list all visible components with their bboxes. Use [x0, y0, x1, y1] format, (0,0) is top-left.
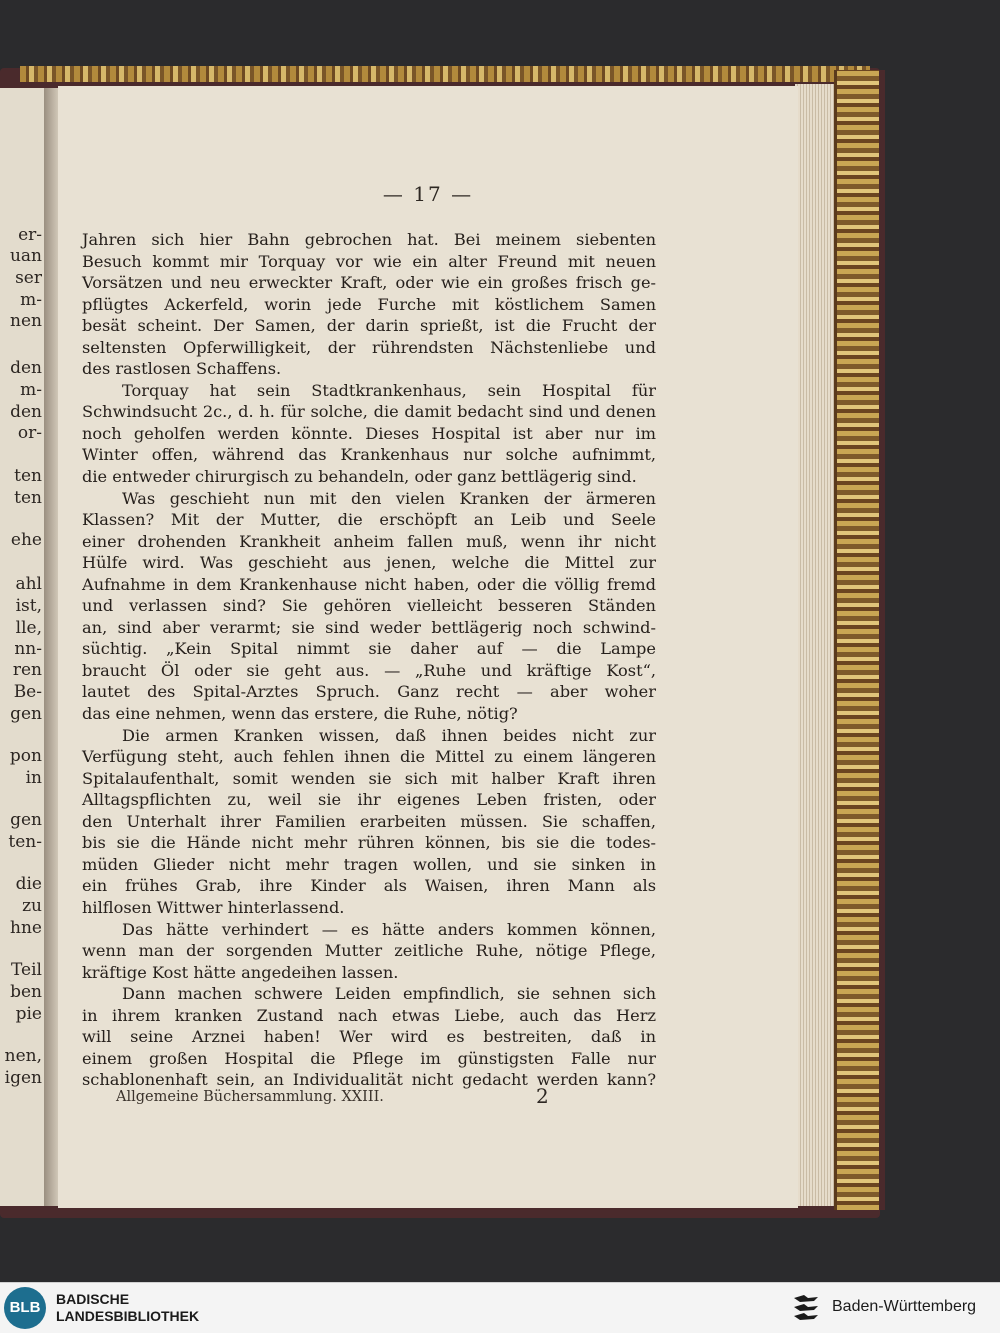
left-page-fragment: zu	[22, 896, 42, 916]
left-page	[0, 88, 50, 1206]
text-line: pflügtes Ackerfeld, worin jede Furche mit köstlichem Samen	[82, 294, 656, 314]
text-line: einem großen Hospital die Pflege im günstigsten Falle nur	[82, 1048, 656, 1068]
left-page-fragment: lle,	[15, 618, 42, 638]
text-line: Das hätte verhindert — es hätte anders kommen können,	[122, 919, 656, 939]
text-line: das eine nehmen, wenn das erstere, die Ruhe, nötig?	[82, 704, 518, 724]
text-line: wenn man der sorgenden Mutter zeitliche Ruhe, nötige Pflege,	[82, 941, 656, 961]
text-line: Besuch kommt mir Torquay vor wie ein alter Freund mit neuen	[82, 251, 656, 271]
text-line: an, sind aber verarmt; sie sind weder bettlägerig noch schwind-	[82, 617, 656, 637]
text-line: Verfügung steht, auch fehlen ihnen die Mittel zu einem längeren	[82, 747, 656, 767]
left-page-fragment: pie	[15, 1004, 42, 1024]
left-page-fragment: den	[10, 402, 42, 422]
right-page	[58, 86, 798, 1208]
library-name-line2: LANDESBIBLIOTHEK	[56, 1308, 200, 1324]
left-page-fragment: in	[25, 768, 42, 788]
left-page-fragment: die	[15, 874, 42, 894]
page-footer: Allgemeine Büchersammlung. XXIII.	[116, 1089, 384, 1105]
left-page-fragment: m-	[20, 290, 42, 310]
left-page-fragment: ser	[15, 268, 42, 288]
blb-logo-icon[interactable]: BLB	[4, 1287, 46, 1329]
left-page-fragment: ehe	[10, 530, 42, 550]
left-page-fragment: den	[10, 358, 42, 378]
text-line: und verlassen sind? Sie gehören vielleicht besseren Ständen	[82, 596, 656, 616]
text-line: Vorsätzen und neu erweckter Kraft, oder wie ein großes frisch ge-	[82, 273, 656, 293]
text-line: besät scheint. Der Samen, der darin sprießt, ist die Frucht der	[82, 316, 656, 336]
left-page-fragment: ten-	[8, 832, 42, 852]
text-line: Was geschieht nun mit den vielen Kranken der ärmeren	[122, 488, 656, 508]
left-page-fragment: ten	[14, 488, 42, 508]
page-number: — 17 —	[382, 182, 474, 206]
text-line: Aufnahme in dem Krankenhause nicht haben, oder die völlig fremd	[82, 574, 656, 594]
text-line: kräftige Kost hätte angedeihen lassen.	[82, 962, 399, 982]
left-page-fragment: ben	[10, 982, 42, 1002]
library-name-line1: BADISCHE	[56, 1291, 130, 1307]
text-line: Alltagspflichten zu, weil sie ihr eigenes Leben fristen, oder	[82, 790, 656, 810]
left-page-fragment: ten	[14, 466, 42, 486]
text-line: Torquay hat sein Stadtkrankenhaus, sein Hospital für	[122, 380, 656, 400]
signature-mark: 2	[536, 1084, 549, 1108]
text-line: ein frühes Grab, ihre Kinder als Waisen, ihren Mann als	[82, 876, 656, 896]
left-page-fragment: Be-	[13, 682, 42, 702]
text-line: den Unterhalt ihrer Familien erarbeiten müssen. Sie schaffen,	[82, 811, 656, 831]
text-line: lautet des Spital-Arztes Spruch. Ganz recht — aber woher	[82, 682, 656, 702]
text-line: noch geholfen werden könnte. Dieses Hospital ist aber nur im	[82, 423, 656, 443]
left-page-fragment: gen	[10, 704, 42, 724]
page-text	[82, 229, 656, 1091]
text-line: will seine Arznei haben! Wer wird es bestreiten, daß in	[82, 1027, 656, 1047]
text-line: die entweder chirurgisch zu behandeln, oder ganz bettlägerig sind.	[82, 467, 637, 487]
state-name[interactable]: Baden-Württemberg	[832, 1298, 977, 1315]
text-line: Schwindsucht 2c., d. h. für solche, die damit bedacht sind und denen	[82, 402, 656, 422]
left-page-fragment: ren	[12, 660, 42, 680]
left-page-fragment: m-	[20, 380, 42, 400]
left-page-fragment: hne	[10, 918, 42, 938]
text-line: hilflosen Wittwer hinterlassend.	[82, 897, 345, 917]
text-line: Hülfe wird. Was geschieht aus jenen, welche die Mittel zur	[82, 553, 656, 573]
left-page-fragment: or-	[17, 423, 42, 443]
library-name[interactable]	[56, 1291, 199, 1325]
left-page-fragment: ist,	[15, 596, 42, 616]
text-line: schablonenhaft sein, an Individualität nicht gedacht werden kann?	[82, 1070, 656, 1090]
left-page-fragment: Teil	[11, 960, 42, 980]
left-page-fragment: gen	[10, 810, 42, 830]
left-page-fragment: igen	[4, 1068, 42, 1088]
text-line: einer drohenden Krankheit anheim fallen muß, wenn ihr nicht	[82, 531, 656, 551]
text-line: Die armen Kranken wissen, daß ihnen beides nicht zur	[122, 725, 656, 745]
page-edges	[795, 84, 835, 1206]
left-page-fragment: pon	[9, 746, 42, 766]
gilt-right-edge	[834, 70, 885, 1210]
left-page-fragment: nen,	[4, 1046, 42, 1066]
left-page-fragment: ahl	[15, 574, 42, 594]
left-page-fragment: nen	[10, 311, 42, 331]
text-line: Klassen? Mit der Mutter, die erschöpft an Leib und Seele	[82, 510, 656, 530]
left-page-fragment: uan	[9, 246, 42, 266]
left-page-fragment: er-	[18, 225, 42, 245]
text-line: bis sie die Hände nicht mehr rühren können, bis sie die todes-	[82, 833, 656, 853]
left-page-fragment: nn-	[14, 639, 42, 659]
text-line: Dann machen schwere Leiden empfindlich, sie sehnen sich	[122, 984, 656, 1004]
library-banner	[0, 1282, 1000, 1333]
text-line: in ihrem kranken Zustand nach etwas Liebe, auch das Herz	[82, 1005, 656, 1025]
text-line: Jahren sich hier Bahn gebrochen hat. Bei meinem siebenten	[82, 230, 656, 249]
text-line: seltensten Opferwilligkeit, der rührendsten Nächstenliebe und	[82, 337, 656, 357]
text-line: müden Glieder nicht mehr tragen wollen, und sie sinken in	[82, 854, 656, 874]
text-line: süchtig. „Kein Spital nimmt sie daher auf — die Lampe	[82, 639, 656, 659]
text-line: Winter offen, während das Krankenhaus nur solche aufnimmt,	[82, 445, 656, 465]
text-line: des rastlosen Schaffens.	[82, 359, 282, 379]
gilt-top-edge	[20, 66, 870, 82]
baden-wuerttemberg-lions-icon	[790, 1292, 824, 1324]
text-line: braucht Öl oder sie geht aus. — „Ruhe und kräftige Kost“,	[82, 660, 656, 680]
text-line: Spitalaufenthalt, somit wenden sie sich mit halber Kraft ihren	[82, 768, 656, 788]
